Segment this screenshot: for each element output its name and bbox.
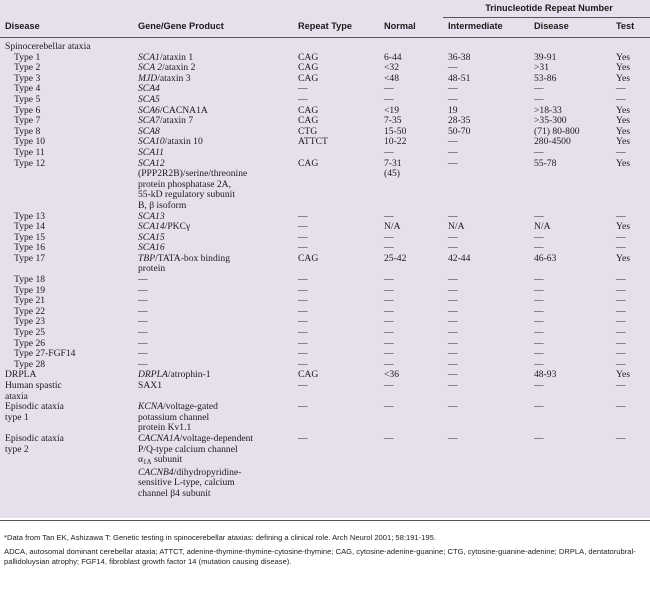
cell-disease-range: 48-93 [534,369,557,381]
col-header-normal: Normal [379,18,443,38]
table-row [0,381,650,402]
cell-test: — [616,316,626,328]
cell-intermediate: 19 [448,104,458,116]
cell-test: Yes [616,51,630,63]
cell-disease: Type 4 [14,83,41,95]
table-row [0,84,650,95]
cell-intermediate: 28-35 [448,115,471,127]
cell-disease: Type 27-FGF14 [14,348,76,360]
cell-repeat-type: — [298,295,308,307]
cell-disease: Type 15 [14,231,46,243]
cell-test: — [616,358,626,370]
cell-intermediate [443,38,529,53]
table-row [0,38,650,53]
cell-disease-range: — [534,274,544,286]
cell-test [611,38,650,53]
cell-disease-range: 55-78 [534,157,557,169]
cell-normal: — [384,231,394,243]
cell-normal: <48 [384,72,400,84]
cell-test: — [616,274,626,286]
cell-intermediate: — [448,62,458,74]
cell-disease: DRPLA [5,369,37,381]
cell-gene: SCA10/ataxin 10 [138,136,203,148]
cell-repeat-type: — [298,348,308,360]
cell-repeat-type: CAG [298,104,319,116]
cell-disease: Type 12 [14,157,46,169]
cell-intermediate: — [448,380,458,391]
cell-test: — [616,380,626,391]
cell-normal: — [384,305,394,317]
cell-normal: — [384,380,394,391]
cell-intermediate: — [448,284,458,296]
table-row [0,434,650,500]
cell-repeat-type: CTG [298,125,318,137]
cell-disease: Type 25 [14,327,46,339]
cell-gene: — [138,358,148,370]
cell-normal: — [384,348,394,360]
table-row [0,275,650,286]
table-row [0,402,650,434]
cell-gene: — [138,284,148,296]
cell-repeat-type: — [298,316,308,328]
cell-gene: SCA12 (PPP2R2B)/serine/threonine protein phosphatase 2A, 55-kD regulatory subunit B, β isoform [138,157,248,211]
cell-disease-range: — [534,93,544,105]
cell-gene: — [138,295,148,307]
cell-gene: SCA11 [138,146,164,158]
cell-disease-range: 39-91 [534,51,557,63]
cell-normal: — [384,146,394,158]
cell-disease: Human spastic ataxia [5,380,62,402]
col-header-gene: Gene/Gene Product [133,18,293,38]
table-row [0,328,650,339]
cell-gene: SCA1/ataxin 1 [138,51,194,63]
footnotes [0,520,650,567]
cell-test: — [616,284,626,296]
cell-repeat-type: — [298,432,308,444]
cell-normal: — [384,274,394,286]
cell-test: — [616,93,626,105]
cell-normal: — [384,432,394,444]
cell-disease-range: — [534,242,544,254]
cell-intermediate: — [448,231,458,243]
cell-disease-range: 280-4500 [534,136,571,148]
col-header-intermediate: Intermediate [443,18,529,38]
group-header-repeat-number: Trinucleotide Repeat Number [443,0,650,18]
cell-disease: Type 8 [14,125,41,137]
cell-intermediate: — [448,274,458,286]
cell-intermediate: 48-51 [448,72,471,84]
cell-test: Yes [616,369,630,381]
cell-disease: Type 2 [14,62,41,74]
cell-repeat-type: CAG [298,72,319,84]
cell-repeat-type: — [298,401,308,413]
cell-test: Yes [616,157,630,169]
cell-gene: — [138,337,148,349]
cell-disease-range: — [534,83,544,95]
cell-intermediate: — [448,136,458,148]
cell-repeat-type: — [298,305,308,317]
cell-test: Yes [616,104,630,116]
cell-repeat-type: — [298,93,308,105]
cell-disease-range: — [534,327,544,339]
cell-repeat-type: — [298,274,308,286]
cell-gene [133,38,293,53]
cell-disease-range: N/A [534,221,551,233]
cell-repeat-type: CAG [298,115,319,127]
cell-disease: Type 10 [14,136,46,148]
cell-repeat-type: — [298,242,308,254]
table-row [0,370,650,381]
cell-disease-range: >31 [534,62,550,74]
cell-intermediate: N/A [448,221,465,233]
cell-repeat-type [293,148,379,159]
cell-gene: — [138,348,148,360]
cell-repeat-type: — [298,210,308,222]
cell-disease-range: — [534,284,544,296]
table-row [0,233,650,244]
cell-test: — [616,210,626,222]
cell-test: — [616,327,626,339]
cell-gene: SCA6/CACNA1A [138,104,208,116]
cell-repeat-type: — [298,221,308,233]
cell-gene: SCA8 [138,125,160,137]
cell-normal: — [384,337,394,349]
table-row [0,339,650,350]
cell-test: — [616,83,626,95]
cell-repeat-type: — [298,231,308,243]
header-row [0,18,650,38]
cell-disease: Type 16 [14,242,46,254]
col-header-test: Test [611,18,650,38]
table-row [0,95,650,106]
cell-test: — [616,432,626,444]
cell-normal: — [384,401,394,413]
cell-disease-range: — [534,146,544,158]
cell-gene: KCNA/voltage-gated potassium channel protein Kv1.1 [138,401,218,434]
cell-intermediate: — [448,210,458,222]
cell-test: — [616,295,626,307]
cell-intermediate: 42-44 [448,252,471,264]
cell-gene: SCA4 [138,83,160,95]
cell-normal: 7-31 (45) [384,157,402,180]
cell-normal: <36 [384,369,400,381]
cell-intermediate: — [448,401,458,413]
cell-repeat-type: CAG [298,51,319,63]
cell-intermediate: — [448,146,458,158]
cell-normal: — [384,83,394,95]
cell-intermediate: — [448,432,458,444]
table-row [0,349,650,360]
cell-test: Yes [616,252,630,264]
cell-disease: Type 7 [14,115,41,127]
cell-disease: Type 1 [14,51,41,63]
cell-test: — [616,242,626,254]
cell-gene: — [138,274,148,286]
cell-intermediate: — [448,337,458,349]
cell-normal: <19 [384,104,400,116]
cell-normal: 10-22 [384,136,407,148]
cell-disease-range: — [534,380,544,391]
cell-normal: — [384,284,394,296]
cell-gene: SCA13 [138,210,165,222]
cell-repeat-type: CAG [298,369,319,381]
cell-normal: 15-50 [384,125,407,137]
table-row [0,222,650,233]
table-row [0,212,650,223]
cell-normal: — [384,242,394,254]
cell-normal: 25-42 [384,252,407,264]
col-header-disease: Disease [0,18,133,38]
table-row [0,254,650,275]
cell-test: Yes [616,136,630,148]
cell-disease-range: 53-86 [534,72,557,84]
cell-repeat-type: — [298,327,308,339]
cell-test: Yes [616,72,630,84]
cell-disease-range: — [534,316,544,328]
footnote-source: *Data from Tan EK, Ashizawa T: Genetic testing in spinocerebellar ataxias: defining a clinical role. Arch Neurol 2001; 58:191-195. [4,533,436,542]
cell-disease: Type 18 [14,274,46,286]
cell-disease-range: — [534,295,544,307]
cell-intermediate: — [448,327,458,339]
header-group-row [0,0,650,18]
cell-disease-range [529,38,611,53]
cell-test: — [616,348,626,360]
table-row [0,159,650,212]
cell-disease-range: >35-300 [534,115,567,127]
cell-normal: — [384,210,394,222]
cell-intermediate: — [448,316,458,328]
cell-test: Yes [616,115,630,127]
cell-intermediate: — [448,242,458,254]
cell-normal: — [384,316,394,328]
cell-gene: SAX1 [138,380,162,391]
cell-normal: — [384,295,394,307]
cell-disease-range: — [534,348,544,360]
cell-repeat-type: — [298,83,308,95]
cell-disease-range: 46-63 [534,252,557,264]
table-row [0,317,650,328]
cell-test: — [616,146,626,158]
cell-repeat-type: CAG [298,62,319,74]
cell-disease: Type 11 [14,146,45,158]
cell-gene: — [138,305,148,317]
cell-disease: Type 5 [14,93,41,105]
cell-gene: SCA16 [138,242,165,254]
cell-test: — [616,231,626,243]
cell-disease: Type 23 [14,316,46,328]
cell-intermediate: — [448,305,458,317]
cell-repeat-type: CAG [298,157,319,169]
cell-intermediate: — [448,157,458,169]
cell-intermediate: 50-70 [448,125,471,137]
cell-gene: CACNA1A/voltage-dependent P/Q-type calcium channel $\alpha_{1A}$ subunit CACNB4/dihydropyridine- sensitive L-type, calcium channel β4 subunit [138,432,254,499]
table-row [0,296,650,307]
cell-normal: 6-44 [384,51,402,63]
cell-repeat-type: — [298,380,308,391]
cell-normal: <32 [384,62,400,74]
cell-test: Yes [616,62,630,74]
cell-repeat-type: — [298,337,308,349]
cell-disease: Episodic ataxia type 1 [5,401,64,423]
cell-test: Yes [616,221,630,233]
table-row [0,53,650,64]
col-header-disease-range: Disease [529,18,611,38]
cell-intermediate: — [448,93,458,105]
table-row [0,148,650,159]
cell-intermediate: — [448,358,458,370]
cell-disease-range: — [534,401,544,413]
cell-disease-range: — [534,210,544,222]
cell-gene: SCA7/ataxin 7 [138,115,194,127]
cell-disease: Type 19 [14,284,46,296]
cell-disease: Type 14 [14,221,46,233]
table-row [0,74,650,85]
cell-gene: — [138,327,148,339]
cell-disease: Type 17 [14,252,46,264]
cell-test: Yes [616,125,630,137]
cell-disease-range: (71) 80-800 [534,125,580,137]
cell-test: — [616,337,626,349]
cell-normal: — [384,327,394,339]
cell-gene: DRPLA/atrophin-1 [138,369,211,381]
cell-intermediate: — [448,83,458,95]
cell-repeat-type: — [298,284,308,296]
cell-disease-range: >18-33 [534,104,562,116]
table-row [0,286,650,297]
cell-gene: SCA15 [138,231,165,243]
cell-repeat-type [293,38,379,53]
cell-disease: Type 21 [14,295,46,307]
cell-test: — [616,305,626,317]
cell-gene: SCA5 [138,93,160,105]
cell-disease: Type 22 [14,305,46,317]
cell-gene: — [138,316,148,328]
cell-intermediate: — [448,295,458,307]
cell-disease: Type 26 [14,337,46,349]
cell-gene: TBP/TATA-box binding protein [138,252,231,275]
cell-gene: SCA 2/ataxin 2 [138,62,196,74]
cell-disease: Episodic ataxia type 2 [5,432,64,455]
cell-normal: — [384,93,394,105]
cell-intermediate: — [448,348,458,360]
footnote-abbreviations: ADCA, autosomal dominant cerebellar ataxia; ATTCT, adenine-thymine-thymine-cytosine-thymine; CAG, cytosine-adenine-guanine; CTG, cytosine-guanine-adenine; DRPLA, dentatorubral-pallidoluysian atrophy; FGF14, fibroblast growth factor 14 (mutation causing disease). [4,547,636,566]
cell-gene: MJD/ataxin 3 [138,72,191,84]
cell-test: — [616,401,626,413]
cell-disease: Spinocerebellar ataxia [5,41,91,52]
cell-disease-range: — [534,432,544,444]
col-header-repeat-type: Repeat Type [293,18,379,38]
cell-normal [379,38,443,53]
cell-repeat-type: CAG [298,252,319,264]
table-row [0,307,650,318]
cell-gene: SCA14/PKCγ [138,221,191,233]
cell-disease: Type 3 [14,72,41,84]
cell-normal: — [384,358,394,370]
cell-disease-range: — [534,305,544,317]
cell-repeat-type: — [298,358,308,370]
table-row [0,137,650,148]
cell-disease: Type 28 [14,358,46,370]
cell-disease: Type 6 [14,104,41,116]
cell-intermediate: — [448,369,458,381]
cell-normal: N/A [384,221,401,233]
cell-disease-range: — [534,231,544,243]
cell-intermediate: 36-38 [448,51,471,63]
cell-disease: Type 13 [14,210,46,222]
cell-normal: 7-35 [384,115,402,127]
cell-disease-range: — [534,358,544,370]
cell-repeat-type: ATTCT [298,136,328,148]
cell-disease-range: — [534,337,544,349]
